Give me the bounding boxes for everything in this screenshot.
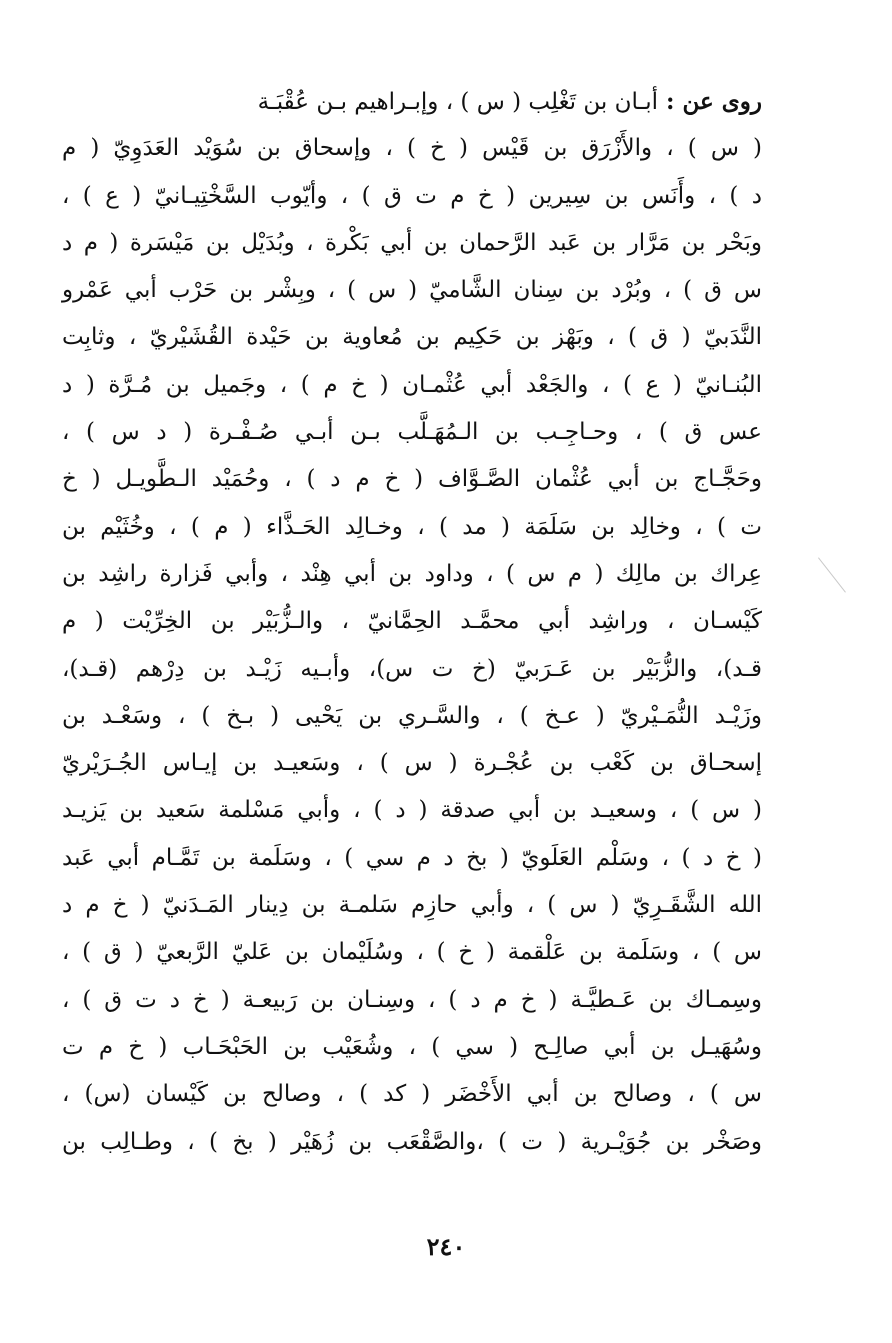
text-line: النَّدَبيّ ( ق ) ، وبَهْز بن حَكِيم بن مُعاوية بن حَيْدة القُشَيْريّ ، وثابِت (62, 324, 762, 351)
text-line: عس ق ) ، وحـاجِـب بن الـمُهَـلَّب بـن أبـي صُـفْـرة ( د س ) ، (62, 419, 762, 446)
scan-mark (818, 557, 846, 592)
text-line: وصَخْر بن جُوَيْـرية ( ت ) ،والصَّقْعَب بن زُهَيْر ( بخ ) ، وطـالِب بن (62, 1128, 762, 1155)
lead-phrase: روى عن : (666, 88, 762, 115)
text-line: وبَحْر بن مَرَّار بن عَبد الرَّحمان بن أبي بَكْرة ، وبُدَيْل بن مَيْسَرة ( م د (62, 229, 762, 256)
text-line (62, 78, 762, 125)
text-line: س ) ، وسَلَمة بن عَلْقمة ( خ ) ، وسُلَيْمان بن عَليّ الرَّبعيّ ( ق ) ، (62, 939, 762, 966)
text-line: د ) ، وأَنَس بن سِيرين ( خ م ت ق ) ، وأيّوب السَّخْتِيـانيّ ( ع ) ، (62, 182, 762, 209)
text-line: وسُهَيـل بن أبي صالِـح ( سي ) ، وشُعَيْب بن الحَبْحَـاب ( خ م ت (62, 1033, 762, 1060)
text-line: س ) ، وصالح بن أبي الأَخْضَر ( كد ) ، وصالح بن كَيْسان (س) ، (62, 1081, 762, 1108)
text-line: إسحـاق بن كَعْب بن عُجْـرة ( س ) ، وسَعيـد بن إيـاس الجُـرَيْريّ (62, 750, 762, 777)
text-line: الله الشَّقَـرِيّ ( س ) ، وأبي حازِم سَلمـة بن دِينار المَـدَنيّ ( خ م د (62, 892, 762, 919)
text-line: كَيْسـان ، وراشِد أبي محمَّـد الحِمَّانيّ ، والـزُّبَيْر بن الخِرِّيْت ( م (62, 608, 762, 635)
text-line: ت ) ، وخالِد بن سَلَمَة ( مد ) ، وخـالِد الحَـذَّاء ( م ) ، وخُثَيْم بن (62, 513, 762, 540)
text-line: وسِمـاك بن عَـطيَّـة ( خ م د ) ، وسِنـان بن رَبيعـة ( خ د ت ق ) ، (62, 986, 762, 1013)
text-line: ( خ د ) ، وسَلْم العَلَويّ ( بخ د م سي ) ، وسَلَمة بن تَمَّـام أبي عَبد (62, 844, 762, 871)
biography-text-block (62, 78, 762, 1166)
page-number: ٢٤٠ (426, 1232, 466, 1261)
text-line: قـد)، والزُّبَيْر بن عَـرَبيّ (خ ت س)، وأبـيه زَيْـد بن دِرْهم (قـد)، (62, 655, 762, 682)
text-line: عِراك بن مالِك ( م س ) ، وداود بن أبي هِنْد ، وأبي فَزارة راشِد بن (62, 560, 762, 587)
text-line: س ق ) ، وبُرْد بن سِنان الشَّاميّ ( س ) ، وبِشْر بن حَرْب أبي عَمْرو (62, 277, 762, 304)
text-line: وزَيْـد النُّمَـيْريّ ( عـخ ) ، والسَّـري بن يَحْيى ( بـخ ) ، وسَعْـد بن (62, 702, 762, 729)
text-line: ( س ) ، وسعيـد بن أبي صدقة ( د ) ، وأبي مَسْلمة سَعيد بن يَزيـد (62, 797, 762, 824)
text-line-content: أبـان بن تَغْلِب ( س ) ، وإبـراهيم بـن عُقْبَـة (257, 89, 659, 115)
text-line: وحَجَّـاج بن أبي عُثْمان الصَّـوَّاف ( خ م د ) ، وحُمَيْد الـطَّويـل ( خ (62, 466, 762, 493)
text-line: البُنـانيّ ( ع ) ، والجَعْد أبي عُثْمـان ( خ م ) ، وجَميل بن مُـرَّة ( د (62, 371, 762, 398)
text-line: ( س ) ، والأَزْرَق بن قَيْس ( خ ) ، وإسحاق بن سُوَيْد العَدَوِيّ ( م (62, 135, 762, 162)
